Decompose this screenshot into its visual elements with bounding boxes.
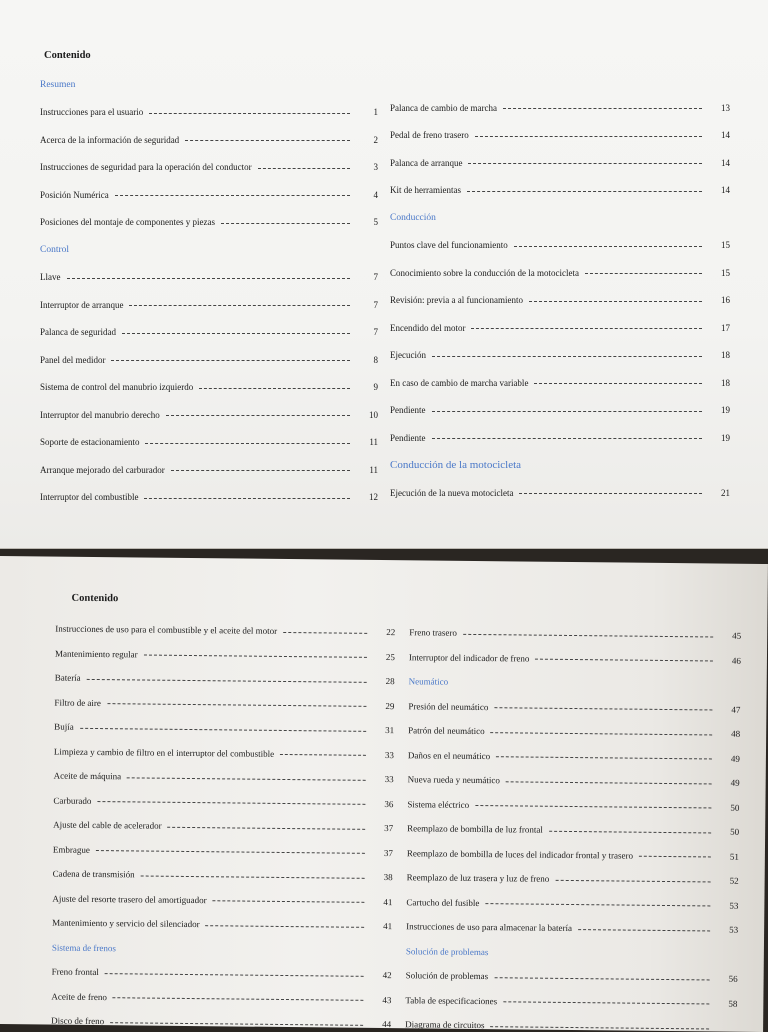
toc-page-number: 46 bbox=[719, 655, 741, 665]
toc-page-number: 14 bbox=[708, 158, 730, 168]
toc-entry[interactable] bbox=[406, 890, 738, 918]
toc-entry[interactable] bbox=[408, 743, 740, 771]
toc-entry-label: Nueva rueda y neumático bbox=[408, 775, 500, 786]
toc-entry-label: Arranque mejorado del carburador bbox=[40, 465, 165, 475]
toc-entry[interactable] bbox=[40, 126, 378, 154]
toc-page-number: 12 bbox=[356, 492, 378, 502]
toc-page-number: 47 bbox=[718, 704, 740, 714]
toc-page-number: 11 bbox=[356, 465, 378, 475]
toc-page-number: 56 bbox=[716, 974, 738, 984]
toc-entry-label: Ejecución bbox=[390, 350, 426, 360]
toc-entry-label: Ajuste del cable de acelerador bbox=[53, 820, 162, 831]
toc-page-number: 37 bbox=[371, 848, 393, 858]
dotted-leader bbox=[503, 108, 702, 109]
dotted-leader bbox=[258, 168, 350, 169]
toc-entry-label: Posiciones del montaje de componentes y piezas bbox=[40, 217, 215, 227]
toc-entry[interactable] bbox=[390, 369, 730, 397]
toc-entry[interactable] bbox=[390, 232, 730, 260]
toc-entry[interactable] bbox=[406, 914, 738, 942]
toc-entry[interactable] bbox=[55, 617, 395, 645]
section-heading-label: Neumático bbox=[409, 677, 449, 687]
dotted-leader bbox=[97, 801, 365, 805]
toc-entry-label: Acerca de la información de seguridad bbox=[40, 135, 179, 145]
dotted-leader bbox=[166, 415, 350, 416]
dotted-leader bbox=[432, 438, 703, 439]
dotted-leader bbox=[467, 191, 702, 192]
toc-page-number: 18 bbox=[708, 378, 730, 388]
toc-entry-label: Freno frontal bbox=[52, 967, 99, 977]
dotted-leader bbox=[105, 973, 364, 977]
toc-entry[interactable] bbox=[40, 346, 378, 374]
section-heading-label: Solución de problemas bbox=[406, 946, 489, 957]
toc-entry-label: Pendiente bbox=[390, 433, 426, 443]
toc-page-number: 33 bbox=[372, 750, 394, 760]
toc-entry-label: Pedal de freno trasero bbox=[390, 130, 469, 140]
toc-entry[interactable] bbox=[54, 715, 394, 743]
toc-entry-label: Aceite de freno bbox=[51, 991, 107, 1002]
toc-entry[interactable] bbox=[408, 767, 740, 795]
toc-section-heading bbox=[52, 935, 392, 963]
toc-entry[interactable] bbox=[409, 645, 741, 673]
toc-page-number: 33 bbox=[372, 774, 394, 784]
dotted-leader bbox=[115, 195, 350, 196]
toc-page-number: 4 bbox=[356, 190, 378, 200]
toc-entry-label: Conocimiento sobre la conducción de la motocicleta bbox=[390, 268, 579, 278]
toc-entry[interactable] bbox=[390, 122, 730, 150]
toc-entry[interactable] bbox=[51, 1009, 391, 1032]
toc-page-number: 53 bbox=[716, 900, 738, 910]
toc-section-heading bbox=[409, 669, 741, 697]
toc-entry-label: Instrucciones de uso para almacenar la batería bbox=[406, 922, 572, 934]
toc-entry[interactable] bbox=[53, 788, 393, 816]
dotted-leader bbox=[221, 223, 350, 224]
toc-entry[interactable] bbox=[40, 181, 378, 209]
toc-page-number: 7 bbox=[356, 272, 378, 282]
dotted-leader bbox=[494, 977, 709, 980]
toc-page-number: 9 bbox=[356, 382, 378, 392]
toc-section-heading bbox=[40, 236, 378, 264]
toc-page-number: 14 bbox=[708, 185, 730, 195]
toc-entry[interactable] bbox=[407, 792, 739, 820]
toc-column-right bbox=[390, 94, 730, 507]
toc-entry[interactable] bbox=[40, 99, 378, 127]
dotted-leader bbox=[87, 679, 367, 683]
dotted-leader bbox=[185, 140, 350, 141]
toc-entry[interactable] bbox=[40, 209, 378, 237]
dotted-leader bbox=[67, 278, 351, 279]
toc-entry-label: Interruptor del indicador de freno bbox=[409, 652, 530, 663]
toc-entry-label: Freno trasero bbox=[409, 628, 457, 638]
section-heading-label: Resumen bbox=[40, 80, 75, 90]
section-heading-label: Sistema de frenos bbox=[52, 942, 116, 953]
toc-entry-label: Llave bbox=[40, 272, 61, 282]
toc-column-right bbox=[405, 620, 741, 1032]
toc-entry[interactable] bbox=[54, 764, 394, 792]
toc-page-number: 31 bbox=[372, 725, 394, 735]
toc-entry[interactable] bbox=[40, 374, 378, 402]
dotted-leader bbox=[171, 470, 350, 471]
dotted-leader bbox=[468, 163, 702, 164]
dotted-leader bbox=[80, 728, 366, 732]
dotted-leader bbox=[206, 925, 365, 928]
toc-entry-label: Reemplazo de bombilla de luces del indicador frontal y trasero bbox=[407, 848, 633, 860]
dotted-leader bbox=[432, 356, 702, 357]
toc-entry-label: Cartucho del fusible bbox=[406, 897, 479, 908]
toc-entry-label: Instrucciones para el usuario bbox=[40, 107, 143, 117]
toc-page-number: 38 bbox=[371, 872, 393, 882]
toc-entry-label: En caso de cambio de marcha variable bbox=[390, 378, 528, 388]
page-title: Contenido bbox=[72, 593, 119, 604]
toc-entry[interactable] bbox=[52, 960, 392, 988]
toc-entry-label: Soporte de estacionamiento bbox=[40, 437, 139, 447]
toc-page-number: 25 bbox=[373, 652, 395, 662]
toc-entry-label: Palanca de seguridad bbox=[40, 327, 116, 337]
toc-page-number: 2 bbox=[356, 135, 378, 145]
dotted-leader bbox=[127, 777, 366, 780]
toc-page-number: 18 bbox=[708, 350, 730, 360]
toc-column-left bbox=[51, 617, 395, 1032]
dotted-leader bbox=[122, 333, 350, 334]
toc-entry[interactable] bbox=[40, 429, 378, 457]
dotted-leader bbox=[141, 875, 365, 878]
toc-entry-label: Puntos clave del funcionamiento bbox=[390, 240, 508, 250]
toc-page-bottom bbox=[0, 556, 768, 1032]
toc-page-number: 1 bbox=[356, 107, 378, 117]
dotted-leader bbox=[639, 856, 711, 858]
toc-entry-label: Sistema de control del manubrio izquierdo bbox=[40, 382, 193, 392]
toc-entry[interactable] bbox=[408, 694, 740, 722]
toc-page-number: 51 bbox=[717, 851, 739, 861]
toc-page-number: 17 bbox=[708, 323, 730, 333]
toc-entry-label: Tabla de especificaciones bbox=[405, 995, 497, 1006]
toc-page-number: 42 bbox=[370, 970, 392, 980]
dotted-leader bbox=[535, 659, 713, 662]
toc-entry[interactable] bbox=[390, 177, 730, 205]
toc-entry-label: Limpieza y cambio de filtro en el interruptor del combustible bbox=[54, 746, 274, 758]
toc-entry[interactable] bbox=[40, 154, 378, 182]
toc-page-number: 36 bbox=[371, 799, 393, 809]
toc-entry[interactable] bbox=[53, 837, 393, 865]
toc-entry[interactable] bbox=[52, 911, 392, 939]
dotted-leader bbox=[491, 732, 713, 735]
toc-entry-label: Embrague bbox=[53, 844, 90, 854]
dotted-leader bbox=[503, 1002, 709, 1005]
toc-page-number: 19 bbox=[708, 405, 730, 415]
dotted-leader bbox=[534, 383, 702, 384]
toc-entry[interactable] bbox=[390, 287, 730, 315]
toc-page-number: 5 bbox=[356, 217, 378, 227]
dotted-leader bbox=[555, 880, 710, 883]
toc-entry-label: Cadena de transmisión bbox=[53, 869, 135, 880]
page-title: Contenido bbox=[44, 50, 91, 61]
dotted-leader bbox=[471, 328, 702, 329]
toc-entry-label: Batería bbox=[55, 673, 81, 683]
toc-column-left bbox=[40, 71, 378, 511]
toc-page-number: 41 bbox=[370, 921, 392, 931]
toc-page-number: 52 bbox=[717, 876, 739, 886]
toc-entry-label: Posición Numérica bbox=[40, 190, 109, 200]
toc-page-number: 58 bbox=[715, 998, 737, 1008]
dotted-leader bbox=[113, 997, 364, 1001]
toc-page-number: 7 bbox=[356, 300, 378, 310]
toc-entry[interactable] bbox=[390, 149, 730, 177]
toc-entry[interactable] bbox=[405, 988, 737, 1016]
toc-page-number: 7 bbox=[356, 327, 378, 337]
dotted-leader bbox=[585, 273, 702, 274]
toc-page-number: 3 bbox=[356, 162, 378, 172]
toc-entry-label: Palanca de cambio de marcha bbox=[390, 103, 497, 113]
toc-entry[interactable] bbox=[390, 479, 730, 507]
dotted-leader bbox=[283, 632, 367, 634]
toc-page-number: 45 bbox=[719, 631, 741, 641]
toc-entry[interactable] bbox=[53, 813, 393, 841]
section-heading-label: Conducción bbox=[390, 213, 436, 223]
toc-entry-label: Daños en el neumático bbox=[408, 750, 490, 761]
toc-entry[interactable] bbox=[54, 690, 394, 718]
toc-entry[interactable] bbox=[405, 1012, 737, 1032]
dotted-leader bbox=[496, 756, 712, 759]
toc-page-number: 48 bbox=[718, 729, 740, 739]
dotted-leader bbox=[213, 900, 365, 903]
toc-section-heading bbox=[406, 939, 738, 967]
toc-entry[interactable] bbox=[406, 963, 738, 991]
dotted-leader bbox=[578, 929, 710, 931]
toc-page-number: 8 bbox=[356, 355, 378, 365]
toc-entry[interactable] bbox=[390, 424, 730, 452]
toc-entry[interactable] bbox=[55, 666, 395, 694]
dotted-leader bbox=[129, 305, 350, 306]
toc-entry[interactable] bbox=[390, 94, 730, 122]
toc-entry[interactable] bbox=[51, 984, 391, 1012]
toc-section-heading bbox=[390, 452, 730, 480]
toc-page-number: 37 bbox=[371, 823, 393, 833]
toc-page-number: 43 bbox=[369, 995, 391, 1005]
toc-entry-label: Panel del medidor bbox=[40, 355, 105, 365]
dotted-leader bbox=[519, 493, 702, 494]
section-heading-label: Control bbox=[40, 245, 69, 255]
toc-section-heading bbox=[40, 71, 378, 99]
toc-page-number: 13 bbox=[708, 103, 730, 113]
toc-entry-label: Presión del neumático bbox=[408, 701, 488, 712]
dotted-leader bbox=[549, 831, 711, 834]
toc-entry[interactable] bbox=[55, 641, 395, 669]
toc-entry[interactable] bbox=[40, 484, 378, 512]
toc-entry[interactable] bbox=[54, 739, 394, 767]
toc-entry-label: Sistema eléctrico bbox=[407, 799, 469, 810]
toc-entry-label: Filtro de aire bbox=[54, 697, 101, 707]
toc-entry[interactable] bbox=[40, 456, 378, 484]
toc-entry-label: Diagrama de circuitos bbox=[405, 1020, 485, 1031]
toc-entry-label: Interruptor del combustible bbox=[40, 492, 138, 502]
dotted-leader bbox=[514, 246, 702, 247]
toc-page-number: 50 bbox=[717, 827, 739, 837]
toc-entry-label: Carburado bbox=[53, 795, 91, 805]
toc-entry[interactable] bbox=[40, 264, 378, 292]
dotted-leader bbox=[96, 850, 365, 854]
toc-page-number: 15 bbox=[708, 240, 730, 250]
dotted-leader bbox=[475, 136, 702, 137]
toc-entry-label: Kit de herramientas bbox=[390, 185, 461, 195]
dotted-leader bbox=[144, 498, 350, 499]
dotted-leader bbox=[144, 655, 367, 658]
toc-entry-label: Instrucciones de uso para el combustible y el aceite del motor bbox=[55, 624, 277, 636]
dotted-leader bbox=[529, 301, 702, 302]
toc-page-number: 19 bbox=[708, 433, 730, 443]
toc-entry-label: Encendido del motor bbox=[390, 323, 465, 333]
toc-page-number: 41 bbox=[370, 897, 392, 907]
toc-entry-label: Mantenimiento regular bbox=[55, 648, 138, 659]
toc-page-number: 21 bbox=[708, 488, 730, 498]
toc-entry[interactable] bbox=[390, 314, 730, 342]
toc-entry-label: Ejecución de la nueva motocicleta bbox=[390, 488, 513, 498]
toc-entry[interactable] bbox=[390, 342, 730, 370]
toc-entry[interactable] bbox=[390, 397, 730, 425]
toc-entry[interactable] bbox=[390, 259, 730, 287]
dotted-leader bbox=[475, 805, 711, 808]
toc-page-number: 29 bbox=[372, 701, 394, 711]
toc-section-heading bbox=[390, 204, 730, 232]
dotted-leader bbox=[107, 703, 366, 707]
dotted-leader bbox=[111, 360, 350, 361]
toc-entry-label: Instrucciones de seguridad para la operación del conductor bbox=[40, 162, 252, 172]
toc-entry-label: Interruptor de arranque bbox=[40, 300, 123, 310]
toc-page-number: 10 bbox=[356, 410, 378, 420]
toc-page-number: 28 bbox=[373, 676, 395, 686]
toc-page-number: 11 bbox=[356, 437, 378, 447]
section-heading-label: Conducción de la motocicleta bbox=[390, 459, 521, 471]
dotted-leader bbox=[506, 781, 712, 784]
dotted-leader bbox=[149, 113, 350, 114]
dotted-leader bbox=[463, 634, 713, 638]
toc-entry-label: Bujía bbox=[54, 722, 74, 732]
toc-entry[interactable] bbox=[407, 816, 739, 844]
toc-page-number: 53 bbox=[716, 925, 738, 935]
dotted-leader bbox=[145, 443, 350, 444]
toc-entry-label: Reemplazo de bombilla de luz frontal bbox=[407, 824, 543, 835]
toc-entry[interactable] bbox=[40, 401, 378, 429]
dotted-leader bbox=[199, 388, 350, 389]
toc-entry[interactable] bbox=[408, 718, 740, 746]
toc-entry-label: Pendiente bbox=[390, 405, 426, 415]
toc-entry-label: Patrón del neumático bbox=[408, 726, 485, 737]
toc-entry[interactable] bbox=[409, 620, 741, 648]
toc-entry-label: Mantenimiento y servicio del silenciador bbox=[52, 918, 200, 930]
toc-entry-label: Palanca de arranque bbox=[390, 158, 462, 168]
toc-entry-label: Solución de problemas bbox=[406, 971, 489, 982]
toc-page-number: 16 bbox=[708, 295, 730, 305]
toc-entry-label: Reemplazo de luz trasera y luz de freno bbox=[407, 873, 550, 884]
toc-page-number: 49 bbox=[718, 778, 740, 788]
toc-entry[interactable] bbox=[407, 841, 739, 869]
toc-entry[interactable] bbox=[40, 319, 378, 347]
toc-page-number: 14 bbox=[708, 130, 730, 140]
dotted-leader bbox=[491, 1026, 710, 1029]
dotted-leader bbox=[494, 707, 712, 710]
toc-page-number: 49 bbox=[718, 753, 740, 763]
toc-page-number: 15 bbox=[708, 268, 730, 278]
toc-entry[interactable] bbox=[52, 886, 392, 914]
dotted-leader bbox=[432, 411, 703, 412]
dotted-leader bbox=[168, 827, 366, 830]
toc-entry[interactable] bbox=[53, 862, 393, 890]
dotted-leader bbox=[485, 903, 710, 906]
toc-entry[interactable] bbox=[40, 291, 378, 319]
dotted-leader bbox=[280, 754, 366, 756]
toc-entry-label: Revisión: previa a al funcionamiento bbox=[390, 295, 523, 305]
toc-entry-label: Disco de freno bbox=[51, 1016, 104, 1027]
toc-page-number: 22 bbox=[373, 627, 395, 637]
toc-page-number: 44 bbox=[369, 1019, 391, 1029]
toc-entry[interactable] bbox=[407, 865, 739, 893]
toc-page-number: 50 bbox=[717, 802, 739, 812]
toc-entry-label: Interruptor del manubrio derecho bbox=[40, 410, 160, 420]
toc-entry-label: Ajuste del resorte trasero del amortiguador bbox=[52, 893, 206, 905]
toc-entry-label: Aceite de máquina bbox=[54, 771, 122, 782]
